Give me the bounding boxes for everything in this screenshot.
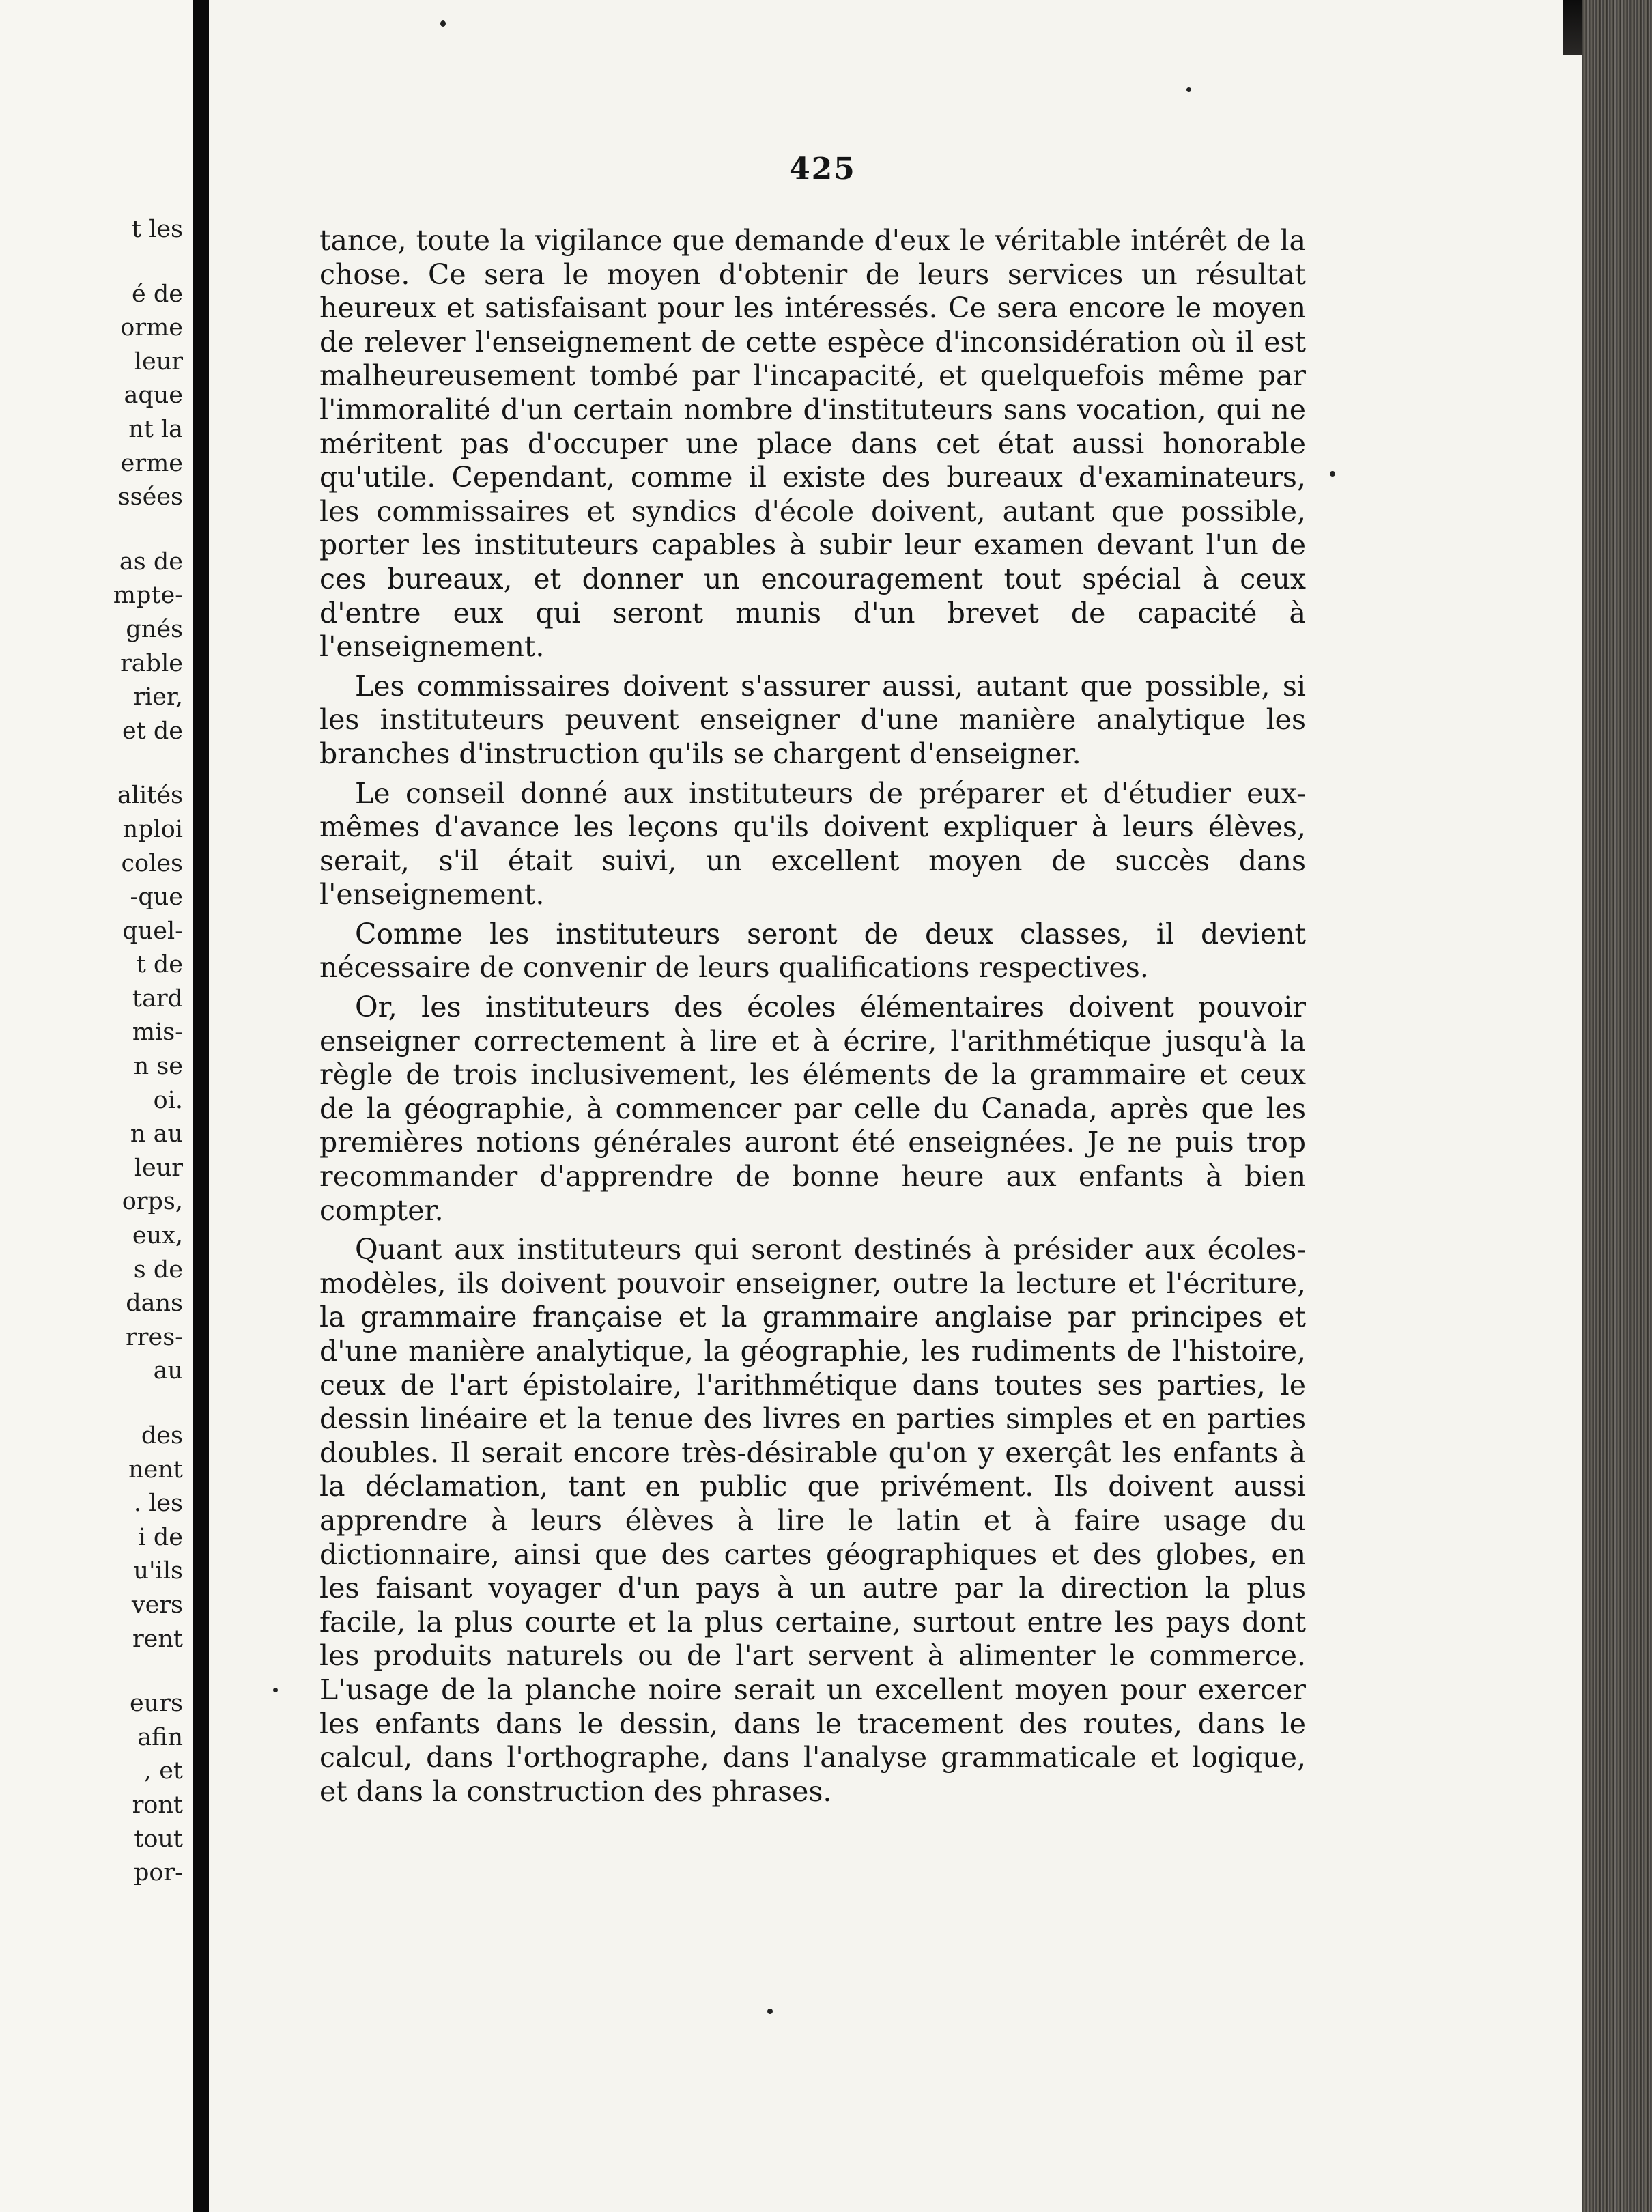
left-page-fragment: afin xyxy=(137,1723,183,1751)
left-page-fragment: leur xyxy=(134,1154,183,1182)
left-page-edge xyxy=(0,0,193,2212)
left-page-fragment: nent xyxy=(128,1456,183,1484)
left-page-fragment: tard xyxy=(132,984,183,1012)
left-page-fragment: é de xyxy=(132,280,183,308)
left-page-fragment: i de xyxy=(138,1523,183,1551)
left-page-fragment: t les xyxy=(131,216,183,243)
left-page-fragment: gnés xyxy=(126,615,183,643)
left-page-gap xyxy=(4,247,183,278)
left-page-fragment: n se xyxy=(133,1053,183,1081)
left-page-fragment: vers xyxy=(131,1591,183,1619)
left-page-fragment: ront xyxy=(132,1791,183,1819)
left-page-fragment: nt la xyxy=(128,415,183,443)
paragraph-5: Or, les instituteurs des écoles élémentaires doivent pouvoir enseigner correctement à lire et à écrire, l'arithmétique jusqu'à la règle de trois inclusivement, les éléments de la grammaire et ceux de la géographie, à commencer par celle du Canada, après que les premières notions générales auront été enseignées. Je ne puis trop recommander d'apprendre de bonne heure aux enfants à bien compter. xyxy=(319,991,1306,1227)
left-page-fragment: por- xyxy=(133,1859,183,1887)
left-page-fragment: tout xyxy=(134,1825,183,1853)
left-page-fragment: rent xyxy=(132,1625,183,1653)
left-page-fragment: , et xyxy=(143,1757,183,1785)
left-page-gap xyxy=(4,1656,183,1687)
left-page-fragment: rres- xyxy=(126,1323,183,1351)
book-fore-edge xyxy=(1582,0,1652,2212)
left-page-gap xyxy=(4,1389,183,1419)
paragraph-2: Les commissaires doivent s'assurer aussi, autant que possible, si les instituteurs peuvent enseigner d'une manière analytique les branches d'instruction qu'ils se chargent d'enseigner. xyxy=(319,669,1306,770)
left-page-fragment: des xyxy=(141,1422,183,1449)
paragraph-3: Le conseil donné aux instituteurs de préparer et d'étudier eux-mêmes d'avance les leçons qu'ils doivent expliquer à leurs élèves, serait, s'il était suivi, un excellent moyen de succès dans l'enseignement. xyxy=(319,776,1306,911)
page-number: 425 xyxy=(789,152,856,186)
left-page-fragment: mis- xyxy=(132,1019,183,1047)
left-page-fragment: et de xyxy=(122,717,183,745)
left-page-fragment: erme xyxy=(120,449,183,477)
left-page-gap xyxy=(4,515,183,545)
left-page-fragment: eux, xyxy=(132,1222,183,1250)
left-page-fragment: orme xyxy=(120,314,183,342)
ink-speck xyxy=(440,20,446,27)
paragraph-1: tance, toute la vigilance que demande d'eux le véritable intérêt de la chose. Ce sera le moyen d'obtenir de leurs services un résultat heureux et satisfaisant pour les intéressés. Ce sera encore le moyen de relever l'enseignement de cette espèce d'inconsidération où il est malheureusement tombé par l'incapacité, et quelquefois même par l'immoralité d'un certain nombre d'instituteurs sans vocation, qui ne méritent pas d'occuper une place dans cet état aussi honorable qu'utile. Cependant, comme il existe des bureaux d'examinateurs, les commissaires et syndics d'école doivent, autant que possible, porter les instituteurs capables à subir leur examen devant l'un de ces bureaux, et donner un encouragement tout spécial à ceux d'entre eux qui seront munis d'un brevet de capacité à l'enseignement. xyxy=(319,224,1306,664)
left-page-fragment: eurs xyxy=(130,1690,183,1718)
left-page-fragment: n au xyxy=(130,1120,183,1148)
left-page-fragment: aque xyxy=(124,382,183,410)
ink-speck xyxy=(1330,471,1335,477)
paragraph-4: Comme les instituteurs seront de deux classes, il devient nécessaire de convenir de leurs qualifications respectives. xyxy=(319,917,1306,984)
page-body-text xyxy=(319,224,1306,1814)
left-page-fragment: coles xyxy=(121,849,183,877)
left-page-text-fragments xyxy=(4,213,183,1890)
left-page-fragment: au xyxy=(153,1357,183,1385)
left-page-fragment: s de xyxy=(133,1256,183,1284)
ink-speck xyxy=(1186,87,1191,92)
left-page-fragment: quel- xyxy=(122,917,183,945)
left-page-fragment: rable xyxy=(120,649,183,677)
left-page-fragment: -que xyxy=(130,883,183,911)
left-page-fragment: nploi xyxy=(122,815,183,843)
book-gutter xyxy=(193,0,209,2212)
left-page-gap xyxy=(4,748,183,779)
left-page-fragment: as de xyxy=(119,548,183,576)
ink-speck xyxy=(767,2009,773,2014)
left-page-fragment: . les xyxy=(133,1490,183,1518)
left-page-fragment: orps, xyxy=(122,1188,183,1216)
left-page-fragment: rier, xyxy=(133,683,183,711)
left-page-fragment: dans xyxy=(126,1290,183,1318)
left-page-fragment: leur xyxy=(134,348,183,375)
left-page-fragment: t de xyxy=(136,951,183,979)
left-page-fragment: alités xyxy=(117,782,183,810)
left-page-fragment: ssées xyxy=(117,483,183,511)
left-page-fragment: oi. xyxy=(153,1086,183,1114)
ink-speck xyxy=(273,1688,278,1692)
left-page-fragment: u'ils xyxy=(133,1557,183,1585)
left-page-fragment: mpte- xyxy=(113,582,183,610)
paragraph-6: Quant aux instituteurs qui seront destinés à présider aux écoles-modèles, ils doivent pouvoir enseigner, outre la lecture et l'écriture, la grammaire française et la grammaire anglaise par principes et d'une manière analytique, la géographie, les rudiments de l'histoire, ceux de l'art épistolaire, l'arithmétique dans toutes ses parties, le dessin linéaire et la tenue des livres en parties simples et en parties doubles. Il serait encore très-désirable qu'on y exerçât les enfants à la déclamation, tant en public que privément. Ils doivent aussi apprendre à leurs élèves à lire le latin et à faire usage du dictionnaire, ainsi que des cartes géographiques et des globes, en les faisant voyager d'un pays à un autre par la direction la plus facile, la plus courte et la plus certaine, surtout entre les pays dont les produits naturels ou de l'art servent à alimenter le commerce. L'usage de la planche noire serait un excellent moyen pour exercer les enfants dans le dessin, dans le tracement des routes, dans le calcul, dans l'orthographe, dans l'analyse grammaticale et logique, et dans la construction des phrases. xyxy=(319,1233,1306,1808)
